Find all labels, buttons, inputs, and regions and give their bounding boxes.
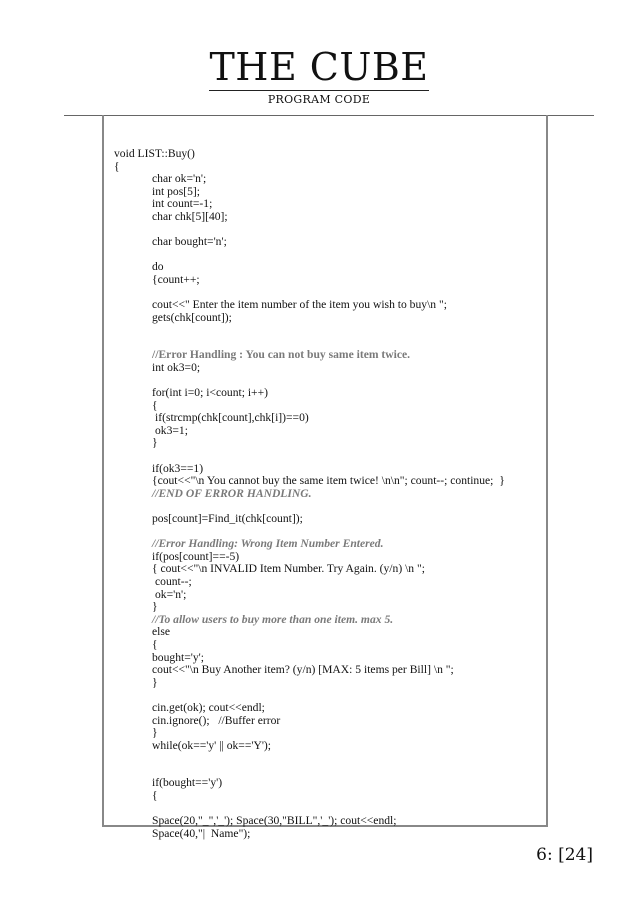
code-line: while(ok=='y' || ok=='Y');	[152, 738, 272, 752]
code-line: { cout<<"\n INVALID Item Number. Try Again. (y/n) \n ";	[152, 562, 425, 576]
code-line: {	[152, 637, 158, 651]
code-line: pos[count]=Find_it(chk[count]);	[152, 512, 303, 526]
page-number: 6: [24]	[536, 845, 593, 865]
code-line: Space(20,"_",'_'); Space(30,"BILL",'_'); cout<<endl;	[152, 814, 397, 828]
code-line: {	[152, 398, 158, 412]
code-line: if(strcmp(chk[count],chk[i])==0)	[155, 411, 309, 425]
code-line: if(ok3==1)	[152, 461, 204, 475]
code-line: int ok3=0;	[152, 360, 201, 374]
code-line: Space(40,"| Name");	[152, 826, 251, 840]
code-line: int count=-1;	[152, 197, 213, 211]
code-block	[114, 148, 544, 840]
code-line: cin.ignore(); //Buffer error	[152, 713, 281, 727]
code-line: cout<<" Enter the item number of the item you wish to buy\n ";	[152, 298, 447, 312]
code-line: else	[152, 625, 171, 639]
code-line: {count++;	[152, 272, 200, 286]
code-line: do	[152, 260, 164, 274]
code-line: }	[152, 600, 158, 614]
blank-line	[114, 249, 544, 262]
code-line: for(int i=0; i<count; i++)	[152, 386, 268, 400]
code-line: }	[152, 675, 158, 689]
code-line: {	[152, 788, 158, 802]
document-title	[0, 44, 638, 90]
code-line: bought='y';	[152, 650, 204, 664]
code-line: count--;	[155, 575, 192, 588]
code-line: char bought='n';	[152, 235, 227, 249]
code-line: cout<<"\n Buy Another item? (y/n) [MAX: 5 items per Bill] \n ";	[152, 663, 454, 677]
code-line: gets(chk[count]);	[152, 310, 232, 324]
code-line: void LIST::Buy()	[114, 147, 195, 160]
code-line: ok='n';	[155, 587, 187, 601]
code-line: cin.get(ok); cout<<endl;	[152, 700, 265, 714]
document-title-text: THE CUBE	[209, 45, 429, 89]
blank-line	[114, 324, 544, 349]
code-comment: //Error Handling : You can not buy same item twice.	[152, 348, 411, 362]
code-line: {	[114, 159, 120, 173]
code-comment: //To allow users to buy more than one item. max 5.	[152, 612, 394, 626]
code-line: char ok='n';	[152, 172, 207, 186]
code-line: {cout<<"\n You cannot buy the same item twice! \n\n"; count--; continue; }	[152, 474, 505, 488]
code-line: if(bought=='y')	[152, 776, 223, 790]
document-subtitle: PROGRAM CODE	[267, 93, 371, 106]
code-line: if(pos[count]==-5)	[152, 549, 240, 563]
code-line: }	[152, 436, 158, 450]
code-line: ok3=1;	[155, 423, 188, 437]
code-comment: //END OF ERROR HANDLING.	[152, 486, 312, 500]
code-comment: //Error Handling: Wrong Item Number Entered.	[152, 537, 384, 551]
code-line: }	[152, 726, 158, 740]
blank-line	[114, 450, 544, 463]
code-line: int pos[5];	[152, 184, 200, 198]
code-line: char chk[5][40];	[152, 209, 228, 223]
blank-line	[114, 752, 544, 777]
